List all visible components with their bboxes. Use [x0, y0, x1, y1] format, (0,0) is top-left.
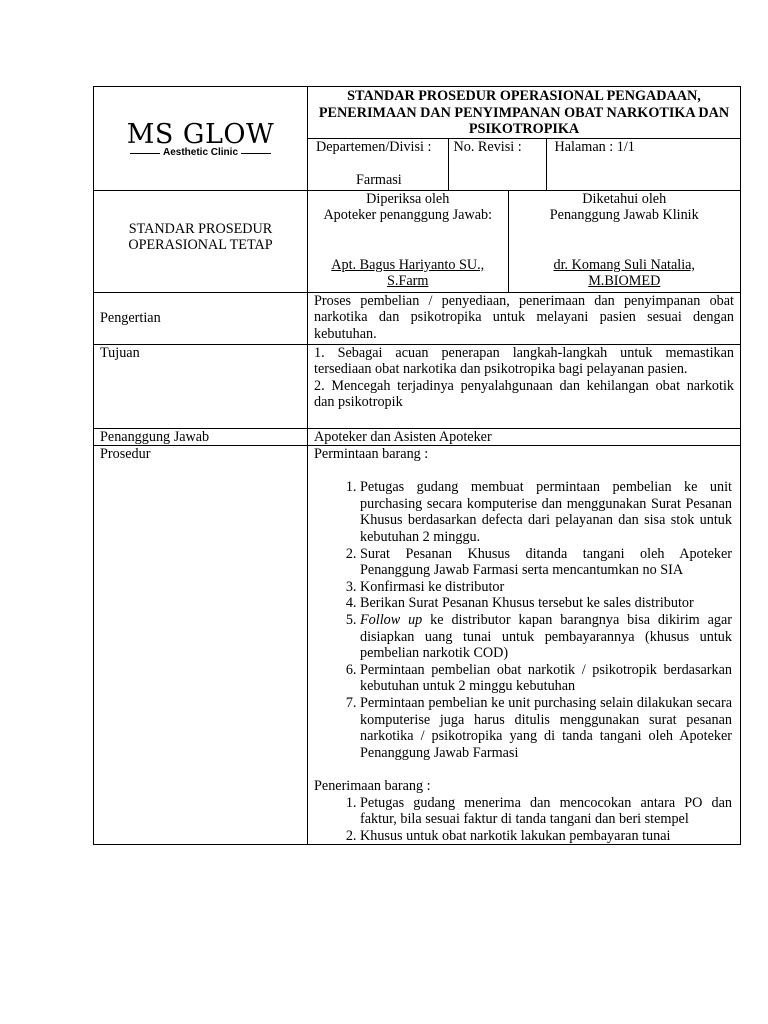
list-item: 6. Permintaan pembelian obat narkotik / psikotropik berdasarkan kebutuhan untuk 2 minggu kebutuhan: [360, 662, 732, 695]
spo-label: STANDAR PROSEDUR OPERASIONAL TETAP: [128, 220, 273, 254]
tujuan-item-2: 2. Mencegah terjadinya penyalahgunaan dan kehilangan obat narkotik dan psikotropik: [314, 377, 734, 411]
known-by-block: [508, 191, 740, 292]
checked-name-1: Apt. Bagus Hariyanto SU.,: [331, 256, 485, 273]
prosedur-cell: [308, 446, 741, 845]
revisi-label: No. Revisi :: [453, 139, 522, 155]
pj-text: Apoteker dan Asisten Apoteker: [308, 428, 741, 446]
logo-rule-left: [130, 153, 160, 154]
pj-label: Penanggung Jawab: [94, 428, 308, 446]
dept-cell: [308, 139, 448, 190]
spo-label-cell: [94, 190, 308, 292]
pengertian-label: Pengertian: [94, 292, 308, 344]
approval-table: [308, 191, 740, 292]
halaman-cell: [546, 139, 740, 190]
tujuan-item-1: 1. Sebagai acuan penerapan langkah-langkah untuk memastikan tersediaan obat narkotika dan psikotropika bagi pelayanan pasien.: [314, 344, 734, 378]
known-name-1: dr. Komang Suli Natalia,: [553, 256, 695, 273]
dept-value: Farmasi: [356, 172, 402, 189]
checked-role: Apoteker penanggung Jawab:: [323, 207, 493, 224]
list-item: 2. Khusus untuk obat narkotik lakukan pembayaran tunai: [360, 828, 732, 845]
sop-document: [93, 86, 741, 845]
penerimaan-heading: Penerimaan barang :: [314, 777, 431, 794]
permintaan-heading: Permintaan barang :: [314, 446, 429, 463]
logo-cell: [94, 87, 308, 191]
tujuan-cell: [308, 344, 741, 428]
list-item: 1. Petugas gudang menerima dan mencocokan antara PO dan faktur, bila sesuai faktur di tanda tangani dan beri stempel: [360, 795, 732, 828]
document-title: STANDAR PROSEDUR OPERASIONAL PENGADAAN, PENERIMAAN DAN PENYIMPANAN OBAT NARKOTIKA DAN PSIKOTROPIKA: [318, 88, 730, 138]
known-name-2: M.BIOMED: [588, 273, 661, 290]
known-role: Penanggung Jawab Klinik: [549, 207, 699, 224]
logo-brand: MS GLOW: [126, 119, 275, 151]
tujuan-label: Tujuan: [94, 344, 308, 428]
list-item-followup: [360, 612, 732, 662]
logo-rule-right: [241, 153, 271, 154]
list-item: 1. Petugas gudang membuat permintaan pembelian ke unit purchasing secara komputerise dan menggunakan Surat Pesanan Khusus berdasarkan defecta dari pelayanan dan sisa stok untuk kebutuhan 2 minggu.: [360, 479, 732, 545]
pengertian-text: Proses pembelian / penyediaan, penerimaan dan penyimpanan obat narkotika dan psikotropika untuk melayani pasien sesuai dengan kebutuhan.: [308, 292, 741, 344]
list-item: 4. Berikan Surat Pesanan Khusus tersebut ke sales distributor: [360, 595, 732, 612]
prosedur-label: Prosedur: [94, 446, 308, 845]
penerimaan-list: [314, 795, 732, 845]
halaman-label: Halaman : 1/1: [554, 139, 635, 155]
checked-by-block: [308, 191, 508, 292]
checked-by: Diperiksa oleh: [366, 190, 450, 207]
permintaan-list: [314, 479, 732, 761]
list-item: 7. Permintaan pembelian ke unit purchasing selain dilakukan secara komputerise juga harus ditulis menggunakan surat pesanan narkotika / psikotropika yang di tanda tangani oleh Apoteker Penanggung Jawab Farmasi: [360, 695, 732, 761]
approval-cell: [308, 190, 741, 292]
followup-text: ke distributor kapan barangnya bisa dikirim agar disiapkan uang tunai untuk pembayarannya (khusus untuk pembelian narkotik COD): [360, 612, 732, 662]
header-meta: [308, 138, 740, 190]
sop-table: [93, 86, 741, 845]
checked-name-2: S.Farm: [387, 273, 429, 290]
list-item: 3. Konfirmasi ke distributor: [360, 579, 732, 596]
logo-tagline: Aesthetic Clinic: [162, 147, 239, 159]
header-cell: [308, 87, 741, 191]
followup-italic: Follow up: [360, 612, 423, 629]
dept-label: Departemen/Divisi :: [316, 139, 432, 155]
known-by: Diketahui oleh: [582, 190, 667, 207]
list-item: 2. Surat Pesanan Khusus ditanda tangani oleh Apoteker Penanggung Jawab Farmasi serta mencantumkan no SIA: [360, 546, 732, 579]
revisi-cell: [448, 139, 546, 190]
